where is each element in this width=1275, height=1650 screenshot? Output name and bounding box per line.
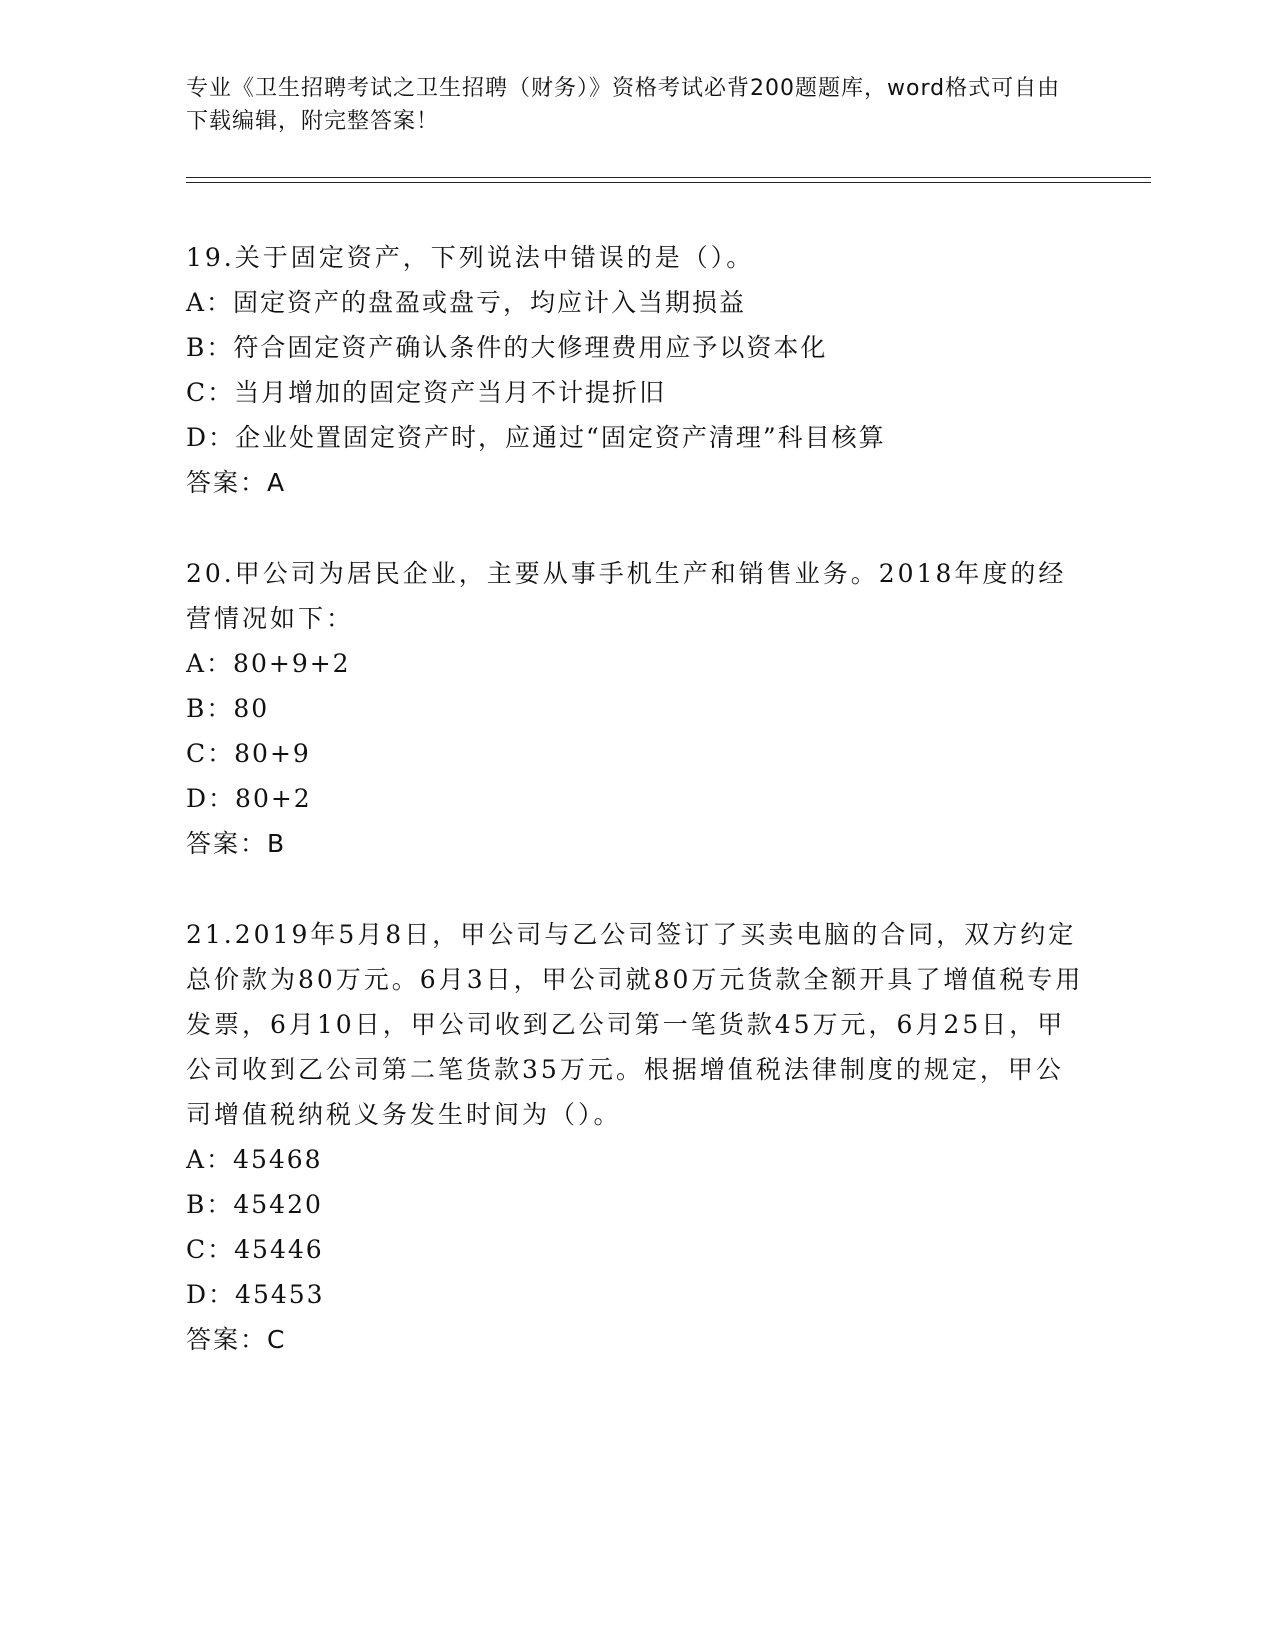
option-a: A：固定资产的盘盈或盘亏，均应计入当期损益 (186, 288, 747, 317)
option-b: B：45420 (186, 1190, 323, 1219)
question-20 (186, 551, 1086, 866)
answer-line: 答案：B (186, 829, 287, 858)
question-stem: 20.甲公司为居民企业，主要从事手机生产和销售业务。2018年度的经营情况如下： (186, 559, 1067, 633)
header-divider-bottom (186, 182, 1151, 183)
option-d: D：企业处置固定资产时，应通过“固定资产清理”科目核算 (186, 423, 886, 452)
document-header: 专业《卫生招聘考试之卫生招聘（财务）》资格考试必背200题题库，word格式可自由下载编辑，附完整答案！ (186, 76, 1061, 134)
answer-line: 答案：A (186, 468, 287, 497)
option-b: B：符合固定资产确认条件的大修理费用应予以资本化 (186, 333, 828, 362)
option-d: D：80+2 (186, 784, 312, 813)
option-b: B：80 (186, 694, 270, 723)
option-c: C：45446 (186, 1235, 324, 1264)
option-c: C：80+9 (186, 739, 311, 768)
question-list (186, 235, 1086, 1408)
option-a: A：80+9+2 (186, 649, 351, 678)
option-d: D：45453 (186, 1280, 325, 1309)
question-stem: 21.2019年5月8日，甲公司与乙公司签订了买卖电脑的合同，双方约定总价款为80万元。6月3日，甲公司就80万元货款全额开具了增值税专用发票，6月10日，甲公司收到乙公司第一笔货款45万元，6月25日，甲公司收到乙公司第二笔货款35万元。根据增值税法律制度的规定，甲公司增值税纳税义务发生时间为（）。 (186, 920, 1084, 1129)
question-stem: 19.关于固定资产，下列说法中错误的是（）。 (186, 243, 755, 272)
question-21 (186, 912, 1086, 1362)
option-c: C：当月增加的固定资产当月不计提折旧 (186, 378, 667, 407)
option-a: A：45468 (186, 1145, 323, 1174)
answer-line: 答案：C (186, 1325, 287, 1354)
question-19 (186, 235, 1086, 505)
header-divider-top (186, 177, 1151, 178)
